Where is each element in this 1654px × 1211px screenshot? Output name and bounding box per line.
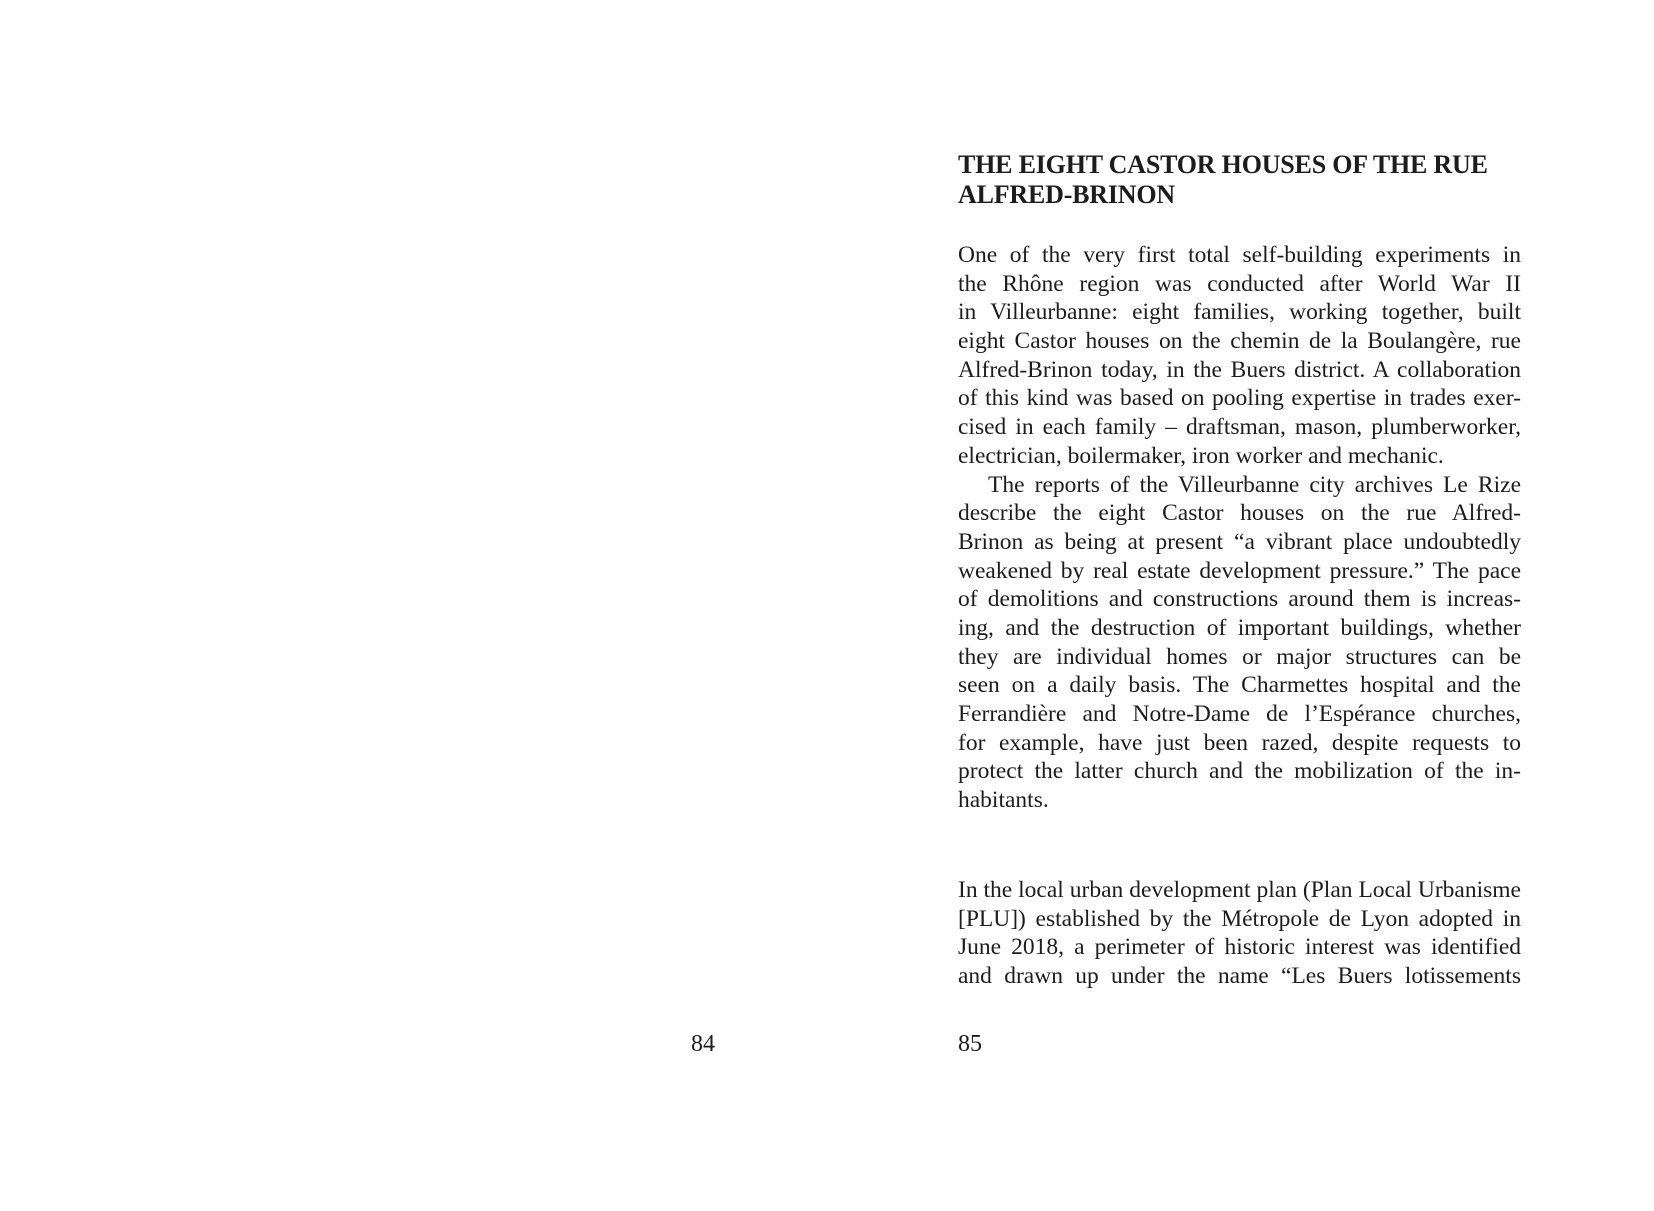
text-line: and drawn up under the name “Les Buers lotissements — [958, 963, 1521, 990]
heading-line: ALFRED-BRINON — [958, 180, 1175, 209]
text-line: seen on a daily basis. The Charmettes hospital and the — [958, 672, 1521, 699]
text-line: in Villeurbanne: eight families, working together, built — [958, 299, 1521, 326]
text-line: electrician, boilermaker, iron worker and mechanic. — [958, 442, 1444, 469]
text-line: they are individual homes or major structures can be — [958, 643, 1521, 670]
paragraph-1 — [958, 241, 1521, 471]
page-number-left: 84 — [691, 1031, 715, 1057]
paragraph-2 — [958, 471, 1521, 815]
text-line: Alfred-Brinon today, in the Buers district. A collaboration — [958, 356, 1521, 383]
paragraph-3 — [958, 876, 1521, 991]
text-line: Ferrandière and Notre-Dame de l’Espérance churches, — [958, 701, 1521, 727]
text-line: weakened by real estate development pressure.” The pace — [958, 557, 1521, 584]
text-line: [PLU]) established by the Métropole de Lyon adopted in — [958, 905, 1521, 932]
text-line: of demolitions and constructions around them is increas- — [958, 586, 1521, 613]
body-text-main — [958, 241, 1521, 815]
right-page — [827, 0, 1654, 1211]
page-number-right: 85 — [958, 1031, 982, 1057]
text-line: eight Castor houses on the chemin de la Boulangère, rue — [958, 328, 1521, 355]
text-line: for example, have just been razed, despite requests to — [958, 729, 1521, 756]
text-line: Brinon as being at present “a vibrant place undoubtedly — [958, 528, 1521, 555]
text-line: habitants. — [958, 787, 1049, 814]
text-line: protect the latter church and the mobilization of the in- — [958, 758, 1521, 785]
text-line: of this kind was based on pooling expertise in trades exer- — [958, 385, 1521, 412]
text-line: The reports of the Villeurbanne city archives Le Rize — [988, 471, 1521, 498]
text-line: ing, and the destruction of important buildings, whether — [958, 614, 1521, 641]
text-line: describe the eight Castor houses on the rue Alfred- — [958, 500, 1521, 527]
text-line: In the local urban development plan (Plan Local Urbanisme — [958, 877, 1521, 903]
text-line: One of the very first total self-building experiments in — [958, 242, 1521, 268]
text-line: June 2018, a perimeter of historic interest was identified — [958, 934, 1521, 961]
body-text-continued — [958, 876, 1521, 991]
text-line: the Rhône region was conducted after World War II — [958, 270, 1521, 297]
text-line: cised in each family – draftsman, mason, plumberworker, — [958, 414, 1521, 441]
heading-line: THE EIGHT CASTOR HOUSES OF THE RUE — [958, 150, 1488, 179]
chapter-heading — [958, 150, 1558, 210]
